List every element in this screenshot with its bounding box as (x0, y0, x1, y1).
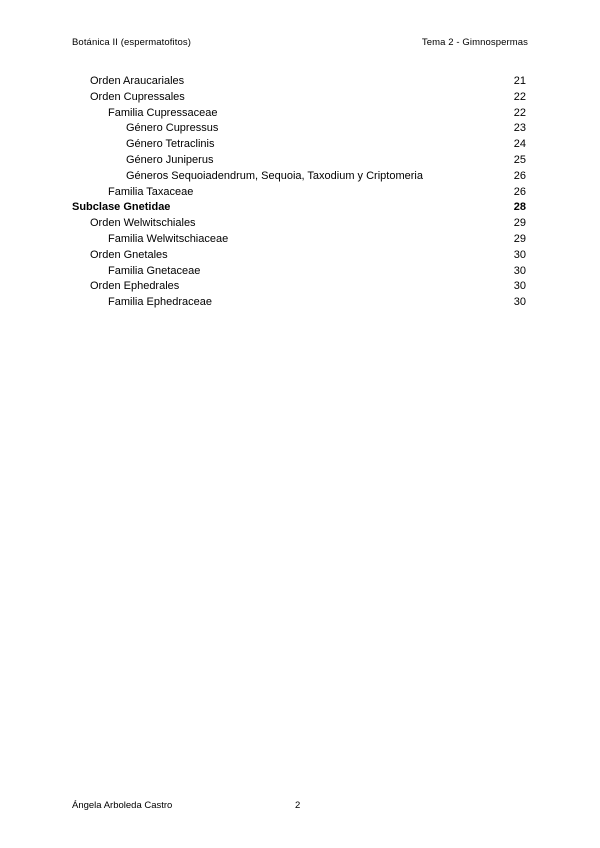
toc-entry (72, 153, 526, 169)
toc-entry (72, 232, 526, 248)
toc-entry-page: 30 (513, 248, 526, 261)
toc-entry-title: Familia Gnetaceae (108, 264, 201, 277)
toc-entry (72, 264, 526, 280)
running-header-right: Tema 2 - Gimnospermas (421, 37, 528, 48)
toc-entry-page: 29 (513, 217, 526, 230)
toc-entry-page: 30 (513, 296, 526, 309)
toc-entry (72, 74, 526, 90)
toc-entry (72, 216, 526, 232)
toc-entry-title: Familia Ephedraceae (108, 296, 212, 309)
toc-entry-page: 30 (513, 280, 526, 293)
toc-entry (72, 200, 526, 216)
running-header-left: Botánica II (espermatofitos) (72, 37, 191, 48)
toc-entry (72, 185, 526, 201)
toc-entry-title: Género Tetraclinis (126, 138, 215, 151)
footer-author: Ángela Arboleda Castro (72, 800, 173, 811)
toc-entry-page: 22 (513, 90, 526, 103)
footer-page-number: 2 (295, 800, 301, 811)
toc-entry-title: Familia Taxaceae (108, 185, 194, 198)
toc-entry-title: Géneros Sequoiadendrum, Sequoia, Taxodium y Criptomeria (126, 169, 423, 182)
toc-entry-title: Género Juniperus (126, 153, 214, 166)
toc-entry (72, 90, 526, 106)
toc-entry (72, 137, 526, 153)
toc-entry-page: 28 (513, 201, 526, 214)
toc-entry-title: Orden Araucariales (90, 75, 185, 87)
toc-entry-title: Familia Cupressaceae (108, 106, 218, 119)
toc-entry-page: 25 (513, 153, 526, 166)
toc-entry-title: Orden Gnetales (90, 248, 168, 261)
toc-entry-title: Orden Welwitschiales (90, 217, 196, 230)
toc-entry (72, 248, 526, 264)
toc-entry (72, 106, 526, 122)
toc-entry-page: 26 (513, 169, 526, 182)
table-of-contents (72, 74, 526, 311)
toc-entry-page: 21 (513, 75, 526, 87)
toc-entry-title: Orden Cupressales (90, 90, 185, 103)
toc-entry (72, 121, 526, 137)
toc-entry-title: Género Cupressus (126, 122, 219, 135)
toc-entry-page: 26 (513, 185, 526, 198)
toc-entry-title: Orden Ephedrales (90, 280, 180, 293)
toc-entry (72, 169, 526, 185)
toc-entry (72, 295, 526, 311)
toc-entry (72, 279, 526, 295)
toc-entry-title: Subclase Gnetidae (72, 201, 171, 214)
toc-entry-page: 22 (513, 106, 526, 119)
toc-entry-page: 30 (513, 264, 526, 277)
toc-entry-page: 29 (513, 232, 526, 245)
toc-entry-page: 24 (513, 138, 526, 151)
toc-entry-page: 23 (513, 122, 526, 135)
toc-entry-title: Familia Welwitschiaceae (108, 232, 229, 245)
